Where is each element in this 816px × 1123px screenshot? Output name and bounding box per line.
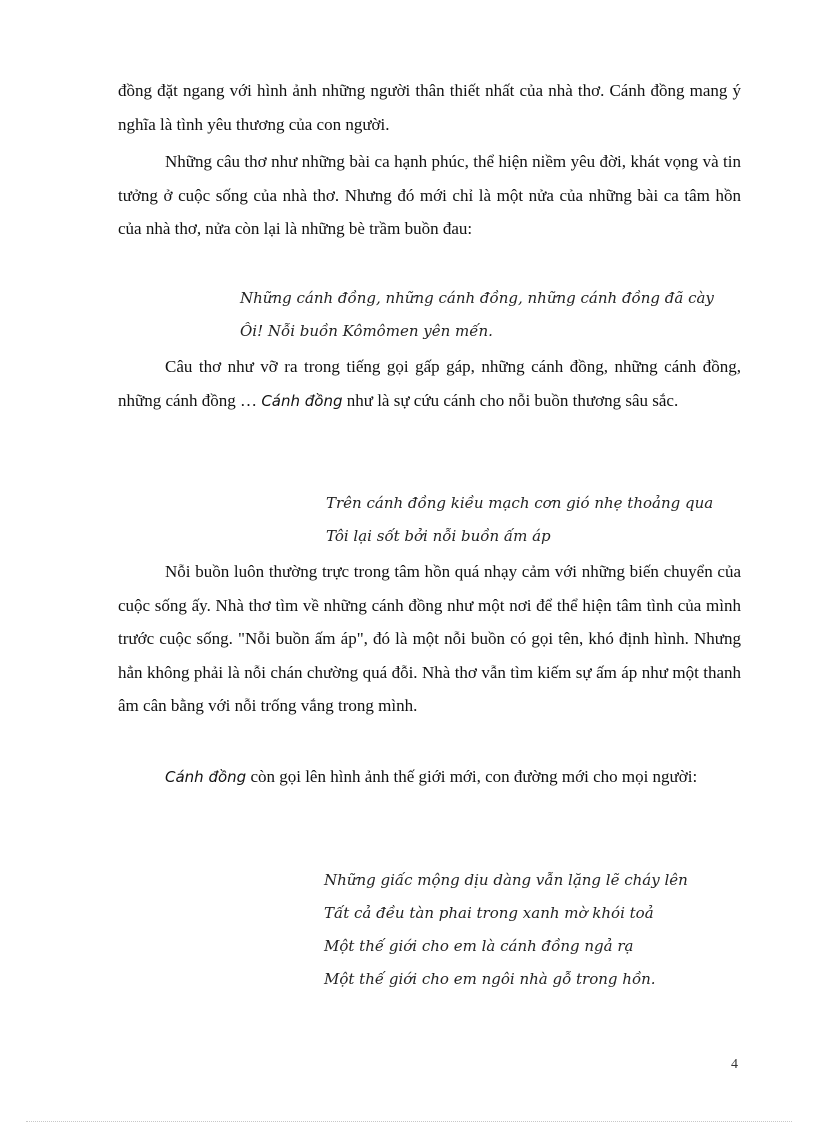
paragraph-5 <box>118 760 741 795</box>
paragraph-4: Nỗi buồn luôn thường trực trong tâm hồn quá nhạy cảm với những biến chuyển của cuộc sống ấy. Nhà thơ tìm về những cánh đồng như một nơi để thể hiện tâm tình của mình trước cuộc sống. "Nỗi buồn ấm áp", đó là một nỗi buồn có gọi tên, khó định hình. Nhưng hẳn không phải là nỗi chán chường quá đỗi. Nhà thơ vẫn tìm kiếm sự ấm áp như một thanh âm cân bằng với nỗi trống vắng trong mình. <box>118 562 741 715</box>
emphasis-canh-dong: Cánh đồng <box>261 391 343 410</box>
paragraph-2: Những câu thơ như những bài ca hạnh phúc, thể hiện niềm yêu đời, khát vọng và tin tưởng ở cuộc sống của nhà thơ. Nhưng đó mới chỉ là một nửa của những bài ca tâm hồn của nhà thơ, nửa còn lại là những bè trầm buồn đau: <box>118 152 741 238</box>
paragraph-3 <box>118 350 741 418</box>
verse-line: Ôi! Nỗi buồn Kômômen yên mến. <box>240 322 493 340</box>
verse-line: Những cánh đồng, những cánh đồng, những cánh đồng đã cày <box>240 289 714 307</box>
verse-block-2 <box>326 487 713 553</box>
page-boundary-dotted-line <box>26 1121 792 1122</box>
verse-line: Tôi lại sốt bởi nỗi buồn ấm áp <box>326 527 551 545</box>
verse-block-3 <box>324 864 688 996</box>
paragraph-3-text: Câu thơ như vỡ ra trong tiếng gọi gấp gáp, những cánh đồng, những cánh đồng, những cánh đồng … <box>118 357 741 410</box>
verse-line: Tất cả đều tàn phai trong xanh mờ khói toả <box>324 904 654 922</box>
verse-block-1 <box>240 282 714 348</box>
verse-line: Trên cánh đồng kiều mạch cơn gió nhẹ thoảng qua <box>326 494 714 512</box>
paragraph-1: đồng đặt ngang với hình ảnh những người thân thiết nhất của nhà thơ. Cánh đồng mang ý nghĩa là tình yêu thương của con người. <box>118 81 741 134</box>
page-number: 4 <box>731 1057 738 1072</box>
paragraph-5-text: còn gọi lên hình ảnh thế giới mới, con đường mới cho mọi người: <box>246 767 698 786</box>
emphasis-canh-dong: Cánh đồng <box>165 768 247 786</box>
verse-line: Một thế giới cho em ngôi nhà gỗ trong hồn. <box>324 970 656 988</box>
paragraph-3-text-end: như là sự cứu cánh cho nỗi buồn thương sâu sắc. <box>342 390 679 410</box>
verse-line: Một thế giới cho em là cánh đồng ngả rạ <box>324 937 634 955</box>
verse-line: Những giấc mộng dịu dàng vẫn lặng lẽ cháy lên <box>324 871 688 889</box>
